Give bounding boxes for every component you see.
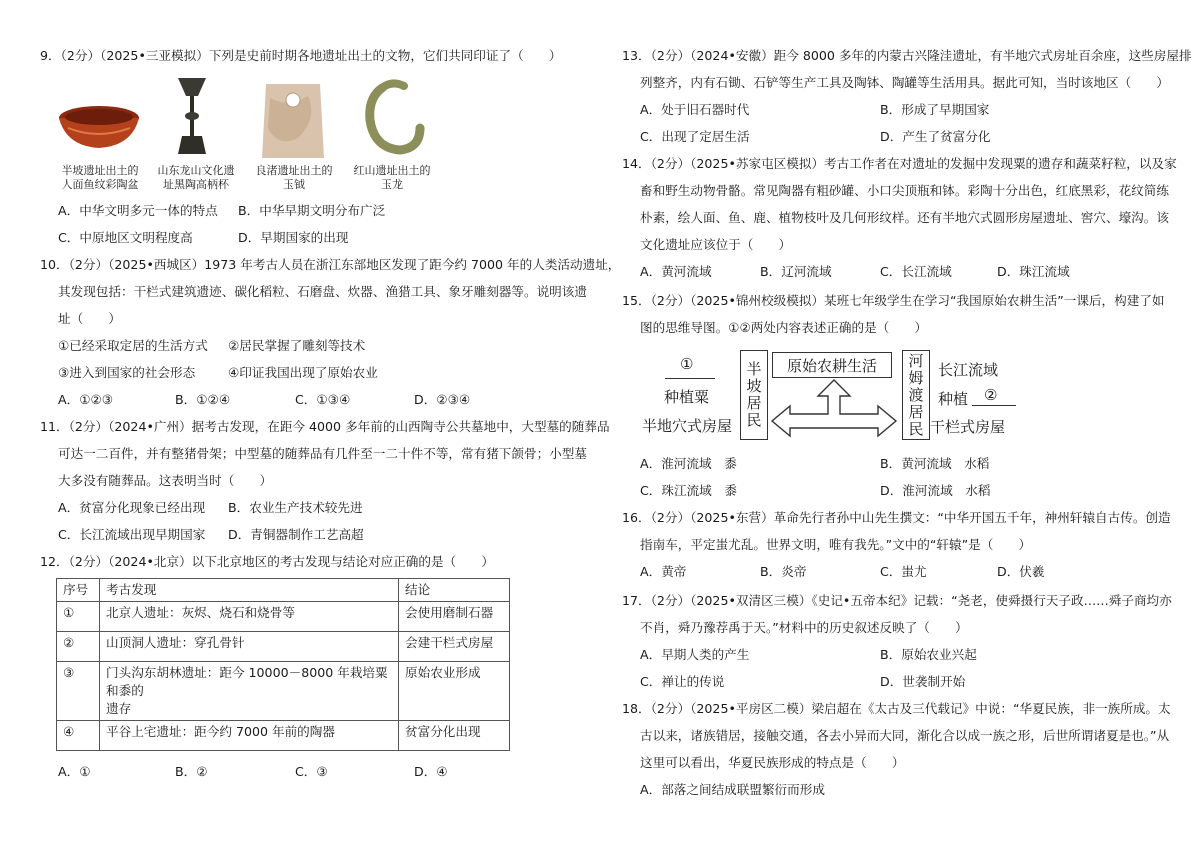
q16-option-d[interactable]: D．伏羲 [997, 564, 1045, 579]
q12-option-d[interactable]: D．④ [414, 764, 448, 779]
q11-option-d[interactable]: D．青铜器制作工艺高超 [228, 527, 364, 542]
q9-image-4 [360, 78, 430, 158]
q11-line-2: 可达一二百件，并有整猪骨架；中型墓的随葬品有几件至一二十件不等，常有猪下颌骨；小型墓 [58, 446, 587, 461]
q12-option-b[interactable]: B．② [175, 764, 208, 779]
table-header-cell: 序号 [57, 579, 100, 602]
mind-map-left-1: 种植粟 [664, 388, 710, 406]
table-cell-find-line-1: 门头沟东胡林遗址：距今 10000－8000 年栽培粟和黍的 [106, 665, 388, 698]
q11-line-1: 11．（2分）（2024•广州）据考古发现，在距今 4000 多年前的山西陶寺公共墓地中，大型墓的随葬品 [40, 419, 610, 434]
table-header-cell: 结论 [399, 579, 510, 602]
q9-stem: 9．（2分）（2025•三亚模拟）下列是史前时期各地遗址出土的文物，它们共同印证了（ ） [40, 48, 562, 63]
q14-option-a[interactable]: A．黄河流域 [640, 264, 712, 279]
q15-option-b[interactable]: B．黄河流域 水稻 [880, 456, 990, 471]
table-row [57, 662, 510, 721]
q10-line-3: 址（ ） [58, 311, 121, 326]
q9-caption-1a: 半坡遗址出土的 [61, 164, 139, 177]
table-cell-conclusion: 原始农业形成 [399, 662, 510, 721]
q13-option-c[interactable]: C．出现了定居生活 [640, 129, 750, 144]
q15-option-c[interactable]: C．珠江流域 黍 [640, 483, 737, 498]
q9-option-a[interactable]: A．中华文明多元一体的特点 [58, 203, 218, 218]
q9-caption-3b: 玉钺 [283, 178, 305, 191]
q14-line-2: 畜和野生动物骨骼。常见陶器有粗砂罐、小口尖顶瓶和钵。彩陶十分出色，红底黑彩，花纹简练 [640, 183, 1169, 198]
mind-map-blank-1: ① [680, 355, 694, 373]
q16-option-c[interactable]: C．蚩尤 [880, 564, 927, 579]
black-pottery-cup-icon [172, 74, 212, 162]
q10-line-2: 其发现包括：干栏式建筑遗迹、碳化稻粒、石磨盘、炊器、渔猎工具、象牙雕刻器等。说明该遗 [58, 284, 587, 299]
double-arrow-icon [772, 380, 896, 436]
q9-caption-2a: 山东龙山文化遗 [157, 164, 235, 177]
q17-line-2: 不肖，舜乃豫荐禹于天。”材料中的历史叙述反映了（ ） [640, 620, 968, 635]
q15-line-2: 图的思维导图。①②两处内容表述正确的是（ ） [640, 320, 928, 335]
q16-option-a[interactable]: A．黄帝 [640, 564, 687, 579]
q13-option-a[interactable]: A．处于旧石器时代 [640, 102, 750, 117]
table-row [57, 632, 510, 662]
q18-line-2: 古以来，诸族错居，接触交通，各去小异而大同，渐化合以成一族之形，后世所谓诸夏是也。”从 [640, 728, 1170, 743]
q17-option-b[interactable]: B．原始农业兴起 [880, 647, 977, 662]
table-cell-find: 山顶洞人遗址：穿孔骨针 [100, 632, 399, 662]
table-cell-find: 北京人遗址：灰烬、烧石和烧骨等 [100, 602, 399, 632]
mind-map-banpo-box: 半坡居民 [740, 350, 768, 440]
table-cell-find: 平谷上宅遗址：距今约 7000 年前的陶器 [100, 721, 399, 751]
q11-option-a[interactable]: A．贫富分化现象已经出现 [58, 500, 206, 515]
q10-option-a[interactable]: A．①②③ [58, 392, 114, 407]
q10-statement-1: ①已经采取定居的生活方式 [58, 338, 208, 353]
table-row [57, 721, 510, 751]
q10-line-1: 10．（2分）（2025•西城区）1973 年考古人员在浙江东部地区发现了距今约 7000 年的人类活动遗址， [40, 257, 621, 272]
q14-line-1: 14．（2分）（2025•苏家屯区模拟）考古工作者在对遗址的发掘中发现粟的遗存和蔬菜籽粒，以及家 [622, 156, 1177, 171]
q10-option-c[interactable]: C．①③④ [295, 392, 351, 407]
q11-option-b[interactable]: B．农业生产技术较先进 [228, 500, 363, 515]
table-cell-no: ④ [57, 721, 100, 751]
q11-option-c[interactable]: C．长江流域出现早期国家 [58, 527, 206, 542]
q18-line-3: 这里可以看出，华夏民族形成的特点是（ ） [640, 755, 905, 770]
q14-option-d[interactable]: D．珠江流域 [997, 264, 1070, 279]
table-header-cell: 考古发现 [100, 579, 399, 602]
q15-option-d[interactable]: D．淮河流域 水稻 [880, 483, 991, 498]
table-cell-find [100, 662, 399, 721]
q15-option-a[interactable]: A．淮河流域 黍 [640, 456, 737, 471]
q9-caption-4b: 玉龙 [381, 178, 403, 191]
mind-map-underline-1 [665, 378, 715, 379]
q9-option-b[interactable]: B．中华早期文明分布广泛 [238, 203, 386, 218]
table-header-row [57, 579, 510, 602]
jade-axe-icon [258, 78, 328, 162]
mind-map-center-box: 原始农耕生活 [772, 352, 892, 378]
table-row [57, 602, 510, 632]
q13-line-2: 列整齐，内有石锄、石铲等生产工具及陶钵、陶罐等生活用具。据此可知，当时该地区（ ） [640, 75, 1169, 90]
q10-option-b[interactable]: B．①②④ [175, 392, 231, 407]
q14-option-c[interactable]: C．长江流域 [880, 264, 952, 279]
table-cell-no: ② [57, 632, 100, 662]
q9-option-c[interactable]: C．中原地区文明程度高 [58, 230, 193, 245]
jade-dragon-icon [360, 78, 430, 158]
q17-option-a[interactable]: A．早期人类的产生 [640, 647, 750, 662]
q9-option-d[interactable]: D．早期国家的出现 [238, 230, 349, 245]
mind-map-left-2: 半地穴式房屋 [642, 417, 733, 435]
q9-image-1 [56, 88, 142, 158]
q17-line-1: 17．（2分）（2025•双清区三模）《史记•五帝本纪》记载：“尧老，使舜摄行天子政……舜子商均亦 [622, 593, 1172, 608]
q9-caption-1b: 人面鱼纹彩陶盆 [61, 178, 139, 191]
q15-line-1: 15．（2分）（2025•锦州校级模拟）某班七年级学生在学习“我国原始农耕生活”一课后，构建了如 [622, 293, 1165, 308]
pottery-basin-icon [56, 88, 142, 158]
q9-caption-3a: 良渚遗址出土的 [255, 164, 333, 177]
table-cell-conclusion: 会使用磨制石器 [399, 602, 510, 632]
q10-option-d[interactable]: D．②③④ [414, 392, 471, 407]
q12-option-a[interactable]: A．① [58, 764, 91, 779]
mind-map-right-3: 干栏式房屋 [930, 418, 1006, 436]
q11-line-3: 大多没有随葬品。这表明当时（ ） [58, 473, 273, 488]
q12-table [56, 578, 510, 751]
mind-map-hemudu-box: 河姆渡居民 [902, 350, 930, 440]
q17-option-d[interactable]: D．世袭制开始 [880, 674, 966, 689]
mind-map-right-2: 种植 [938, 390, 969, 408]
q16-line-1: 16．（2分）（2025•东营）革命先行者孙中山先生撰文：“中华开国五千年，神州轩辕自古传。创造 [622, 510, 1171, 525]
q10-statement-3: ③进入到国家的社会形态 [58, 365, 196, 380]
mind-map-blank-2: ② [984, 386, 998, 404]
mind-map-underline-2 [972, 405, 1016, 406]
q16-option-b[interactable]: B．炎帝 [760, 564, 807, 579]
q16-line-2: 指南车，平定蚩尤乱。世界文明，唯有我先。”文中的“轩辕”是（ ） [640, 537, 1032, 552]
mind-map-arrows [766, 376, 902, 438]
q14-option-b[interactable]: B．辽河流域 [760, 264, 832, 279]
q12-stem: 12．（2分）（2024•北京）以下北京地区的考古发现与结论对应正确的是（ ） [40, 554, 494, 569]
q13-option-b[interactable]: B．形成了早期国家 [880, 102, 990, 117]
table-cell-find-line-2: 遗存 [106, 701, 132, 716]
q10-statement-2: ②居民掌握了雕刻等技术 [228, 338, 366, 353]
table-cell-no: ① [57, 602, 100, 632]
q13-line-1: 13．（2分）（2024•安徽）距今 8000 多年的内蒙古兴隆洼遗址，有半地穴式房址百余座，这些房屋排 [622, 48, 1192, 63]
q18-line-1: 18．（2分）（2025•平房区二模）梁启超在《太古及三代载记》中说：“华夏民族，非一族所成。太 [622, 701, 1171, 716]
mind-map-right-1: 长江流域 [938, 361, 999, 379]
table-cell-conclusion: 会建干栏式房屋 [399, 632, 510, 662]
q9-image-2 [172, 74, 212, 162]
q9-caption-4a: 红山遗址出土的 [353, 164, 431, 177]
q14-line-4: 文化遗址应该位于（ ） [640, 237, 792, 252]
q10-statement-4: ④印证我国出现了原始农业 [228, 365, 378, 380]
table-cell-conclusion: 贫富分化出现 [399, 721, 510, 751]
q9-image-3 [258, 78, 328, 162]
table-cell-no: ③ [57, 662, 100, 721]
q14-line-3: 朴素，绘人面、鱼、鹿、植物枝叶及几何形纹样。还有半地穴式圆形房屋遗址、窖穴、壕沟。该 [640, 210, 1169, 225]
q13-option-d[interactable]: D．产生了贫富分化 [880, 129, 991, 144]
q12-option-c[interactable]: C．③ [295, 764, 328, 779]
q18-option-a[interactable]: A．部落之间结成联盟繁衍而形成 [640, 782, 825, 797]
q9-caption-2b: 址黑陶高柄杯 [163, 178, 229, 191]
q17-option-c[interactable]: C．禅让的传说 [640, 674, 725, 689]
